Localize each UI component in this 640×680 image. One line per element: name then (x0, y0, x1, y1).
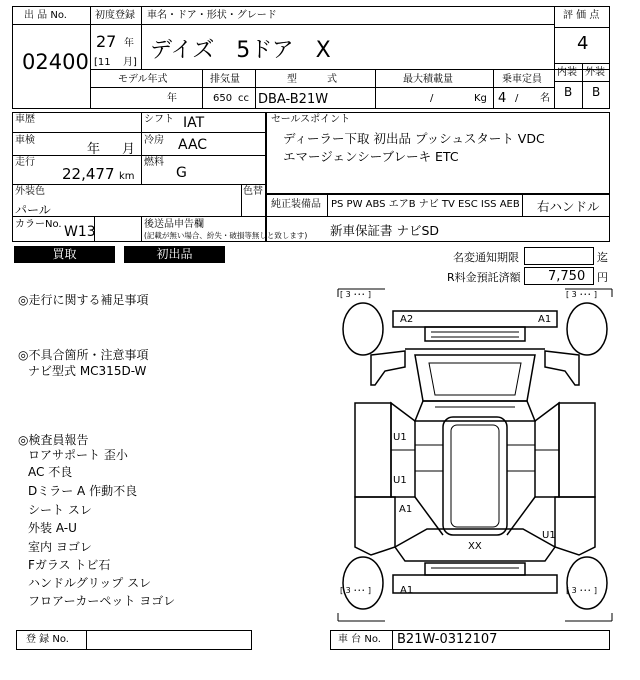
first-listing-button[interactable]: 初出品 (124, 246, 225, 263)
exterior-grade: B (592, 85, 601, 99)
damage-mark: U1 (393, 475, 407, 486)
mileage-unit: km (119, 171, 135, 182)
chassis-number: B21W-0312107 (397, 632, 498, 647)
max-load-unit: Kg (474, 93, 487, 104)
displacement-label: 排気量 (210, 74, 240, 85)
inspection-year: 年 (87, 142, 101, 157)
damage-mark: XX (468, 541, 482, 552)
mileage-label: 走行 (15, 157, 35, 168)
color-change-label: 色替 (243, 186, 263, 197)
inspection-label: 車検 (15, 135, 35, 146)
month-unit: 月] (123, 57, 137, 68)
ac-label: 冷房 (144, 135, 164, 146)
fuel-label: 燃料 (144, 157, 164, 168)
first-registration-label: 初度登録 (95, 10, 135, 21)
front-bumper (393, 311, 557, 327)
wheel-front-left (343, 303, 383, 355)
inspector-item: フロアーカーペット ヨゴレ (28, 594, 176, 608)
tire-front-right-label: [ 3 ･･･ ] (566, 290, 597, 299)
sales-point-label: セールスポイント (271, 114, 351, 125)
capacity-unit: 名 (540, 93, 550, 104)
warranty: 新車保証書 ナビSD (330, 223, 440, 238)
car-damage-diagram (335, 285, 615, 625)
buy-button[interactable]: 買取 (14, 246, 115, 263)
chassis-label: 車 台 No. (338, 634, 381, 645)
inspector-item: Dミラー A 作動不良 (28, 484, 138, 498)
recycle-unit: 円 (597, 271, 608, 284)
damage-mark: A1 (538, 314, 552, 325)
shift-label: シフト (144, 114, 174, 125)
recycle-label: R料金預託済額 (447, 271, 521, 284)
type-label: 型 式 (287, 74, 337, 85)
exterior-label: 外装 (585, 67, 605, 78)
inspector-item: 室内 ヨゴレ (28, 540, 92, 554)
lot-no: 02400 (22, 50, 89, 74)
max-load-label: 最大積載量 (403, 74, 453, 85)
score: 4 (577, 33, 589, 54)
wheel-front-right (567, 303, 607, 355)
color-no: W13 (64, 224, 96, 240)
damage-mark: U1 (393, 432, 407, 443)
tire-front-left-label: [ 3 ･･･ ] (340, 290, 371, 299)
damage-mark: A1 (400, 585, 414, 596)
history-label: 車歴 (15, 114, 35, 125)
wheel-rear-right (567, 557, 607, 609)
interior-grade: B (564, 85, 573, 99)
sales-point-line2: エマージェンシーブレーキ ETC (283, 149, 459, 164)
displacement-unit: cc (238, 93, 249, 104)
ac: AAC (178, 137, 208, 153)
registration-label: 登 録 No. (26, 634, 69, 645)
color-no-label: カラーNo. (15, 219, 62, 230)
inspector-item: シート スレ (28, 503, 92, 517)
model-year-label: モデル年式 (118, 74, 168, 85)
inspector-item: ロアサポート 歪小 (28, 448, 128, 462)
wheel-rear-left (343, 557, 383, 609)
capacity-sep: / (515, 93, 519, 104)
damage-mark: U1 (542, 530, 556, 541)
lot-no-label: 出 品 No. (24, 10, 67, 21)
supplementary-title: ◎走行に関する補足事項 (18, 293, 149, 307)
tire-rear-right-label: [ 3 ･･･ ] (566, 586, 597, 595)
interior-label: 内装 (557, 67, 577, 78)
capacity: 4 (498, 91, 507, 106)
capacity-label: 乗車定員 (502, 74, 542, 85)
max-load-sep: / (430, 93, 434, 104)
defects-title: ◎不具合箇所・注意事項 (18, 348, 149, 362)
displacement: 650 (213, 93, 233, 104)
inspector-item: AC 不良 (28, 465, 73, 479)
first-reg-year: 27 (96, 32, 117, 51)
roof (443, 417, 507, 535)
aftermarket-note: (記載が無い場合、紛失・破損等無しと致します) (144, 231, 308, 240)
first-reg-month: [11 (94, 57, 111, 68)
name-change-field (524, 247, 594, 265)
rear-bumper (393, 575, 557, 593)
damage-mark: A1 (399, 504, 413, 515)
car-name-label: 車名・ドア・形状・グレード (147, 10, 277, 21)
defect-item: ナビ型式 MC315D-W (28, 364, 147, 378)
color-label: 外装色 (15, 186, 45, 197)
model-type: DBA-B21W (258, 92, 329, 107)
sales-point-line1: ディーラー下取 初出品 プッシュスタート VDC (283, 131, 545, 146)
name-change-unit: 迄 (597, 251, 608, 264)
inspection-month: 月 (122, 142, 136, 157)
steering-side: 右ハンドル (537, 199, 600, 214)
score-label: 評 価 点 (563, 10, 600, 21)
inspector-item: Fガラス トビ石 (28, 558, 111, 572)
year-unit: 年 (124, 38, 134, 49)
inspector-item: ハンドルグリップ スレ (28, 576, 152, 590)
model-year-unit: 年 (167, 93, 177, 104)
inspector-item: 外装 A-U (28, 521, 77, 535)
inspector-title: ◎検査員報告 (18, 433, 89, 447)
fuel: G (176, 165, 187, 181)
recycle-value: 7,750 (548, 269, 586, 284)
mileage: 22,477 (62, 165, 115, 183)
shift: IAT (183, 115, 205, 131)
aftermarket-label: 後送品申告欄 (144, 219, 204, 230)
car-name: デイズ 5ドア X (150, 38, 331, 63)
damage-mark: A2 (400, 314, 414, 325)
equipment: PS PW ABS エアB ナビ TV ESC ISS AEB (331, 199, 520, 210)
equipment-label: 純正装備品 (271, 199, 321, 210)
name-change-label: 名変通知期限 (453, 251, 519, 264)
tire-rear-left-label: [ 3 ･･･ ] (340, 586, 371, 595)
color: パール (15, 203, 51, 217)
